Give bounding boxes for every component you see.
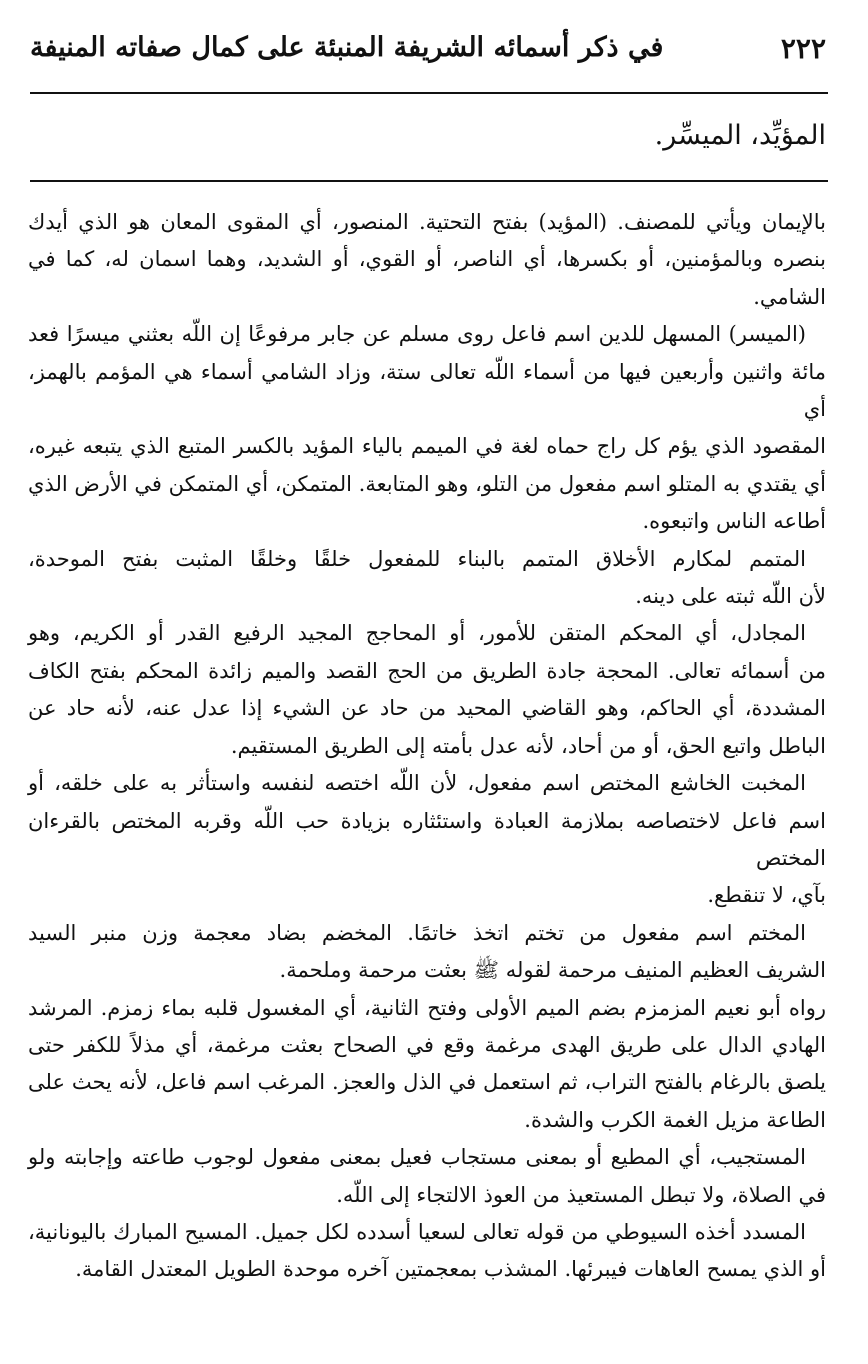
text-line: الطاعة مزيل الغمة الكرب والشدة. <box>524 1107 826 1132</box>
text-line: في الصلاة، ولا تبطل المستعيذ من العوذ الالتجاء إلى اللّه. <box>336 1182 826 1207</box>
text-line: المقصود الذي يؤم كل راج حماه لغة في الميمم بالياء المؤيد بالكسر المتبع الذي يتبعه غيره، <box>28 434 826 459</box>
paragraph <box>28 765 826 915</box>
commentary-body <box>28 204 826 1289</box>
text-line: بالإيمان ويأتي للمصنف. (المؤيد) بفتح التحتية. المنصور، أي المقوى المعان هو الذي أيدك <box>28 210 826 234</box>
text-line: المسدد أخذه السيوطي من قوله تعالى لسعيا أسدده لكل جميل. المسيح المبارك باليونانية، <box>28 1219 806 1244</box>
text-line: المتمم لمكارم الأخلاق المتمم بالبناء للمفعول خلقًا وخلقًا المثبت بفتح الموحدة، <box>28 546 806 571</box>
matn-rule <box>30 180 828 182</box>
text-line: بنصره وبالمؤمنين، أو بكسرها، أي الناصر، أو القوي، أو الشديد، وهما اسمان له، كما في <box>28 247 826 272</box>
paragraph <box>28 915 826 990</box>
text-line: الباطل واتبع الحق، أو من أحاد، لأنه عدل بأمته إلى الطريق المستقيم. <box>230 733 826 758</box>
paragraph <box>28 541 826 616</box>
page-header <box>28 28 840 78</box>
text-line: لأن اللّه ثبته على دينه. <box>635 584 826 609</box>
paragraph <box>28 316 826 540</box>
text-line: المشددة، أي الحاكم، وهو القاضي المحيد من حاد عن الشيء إذا عدل عنه، لأنه حاد عن <box>28 696 826 721</box>
page-number: ٢٢٢ <box>780 32 826 65</box>
header-rule <box>30 92 828 94</box>
text-line: الهادي الدال على طريق الهدى مرغمة وقع في الصحاح بعثت مرغمة، أي مذلاً للكفر حتى <box>28 1032 826 1057</box>
paragraph <box>28 990 826 1140</box>
running-title: في ذكر أسمائه الشريفة المنبئة على كمال صفاته المنيفة <box>30 32 664 63</box>
text-line: الشامي. <box>753 284 826 309</box>
text-line: المستجيب، أي المطيع أو بمعنى مستجاب فعيل بمعنى مفعول لوجوب طاعته وإجابته ولو <box>28 1145 806 1170</box>
text-line: المجادل، أي المحكم المتقن للأمور، أو المحاجج المجيد الرفيع القدر أو الكريم، وهو <box>28 621 806 646</box>
paragraph <box>28 204 826 316</box>
text-line: (الميسر) المسهل للدين اسم فاعل روى مسلم عن جابر مرفوعًا إن اللّه بعثني ميسرًا فعد <box>28 322 806 347</box>
text-line: أطاعه الناس واتبعوه. <box>642 509 826 534</box>
paragraph <box>28 615 826 765</box>
text-line: يلصق بالرغام بالفتح التراب، ثم استعمل في الذل والعجز. المرغب اسم فاعل، لأنه يحث على <box>28 1070 826 1095</box>
text-line: من أسمائه تعالى. المحجة جادة الطريق من الحج القصد والميم زائدة المحكم بفتح الكاف <box>28 658 826 683</box>
text-line: المخبت الخاشع المختص اسم مفعول، لأن اللّه اختصه لنفسه واستأثر به على خلقه، أو <box>28 771 806 796</box>
paragraph <box>28 1214 826 1289</box>
paragraph <box>28 1139 826 1214</box>
text-line: المختم اسم مفعول من تختم اتخذ خاتمًا. المخضم بضاد معجمة وزن منبر السيد <box>28 920 806 945</box>
text-line: رواه أبو نعيم المزمزم بضم الميم الأولى وفتح الثانية، أي المغسول قلبه بماء زمزم. المرشد <box>28 995 826 1020</box>
text-line: بآي، لا تنقطع. <box>707 883 826 908</box>
text-line: أو الذي يمسح العاهات فيبرئها. المشذب بمعجمتين آخره موحدة الطويل المعتدل القامة. <box>75 1257 826 1282</box>
text-line: مائة واثنين وأربعين فيها من أسماء اللّه تعالى ستة، وزاد الشامي أسماء هي المؤمم بالهمز، أي <box>28 359 826 422</box>
text-line: اسم فاعل لاختصاصه بملازمة العبادة واستئثاره بزيادة حب اللّه وقربه المختص بالقرءان المختص <box>28 808 826 870</box>
text-line: الشريف العظيم المنيف مرحمة لقوله ﷺ بعثت مرحمة وملحمة. <box>279 958 826 983</box>
matn-text: المؤيِّد، الميسِّر. <box>654 120 826 151</box>
text-line: أي يقتدي به المتلو اسم مفعول من التلو، وهو المتابعة. المتمكن، أي المتمكن في الأرض الذي <box>28 471 826 496</box>
